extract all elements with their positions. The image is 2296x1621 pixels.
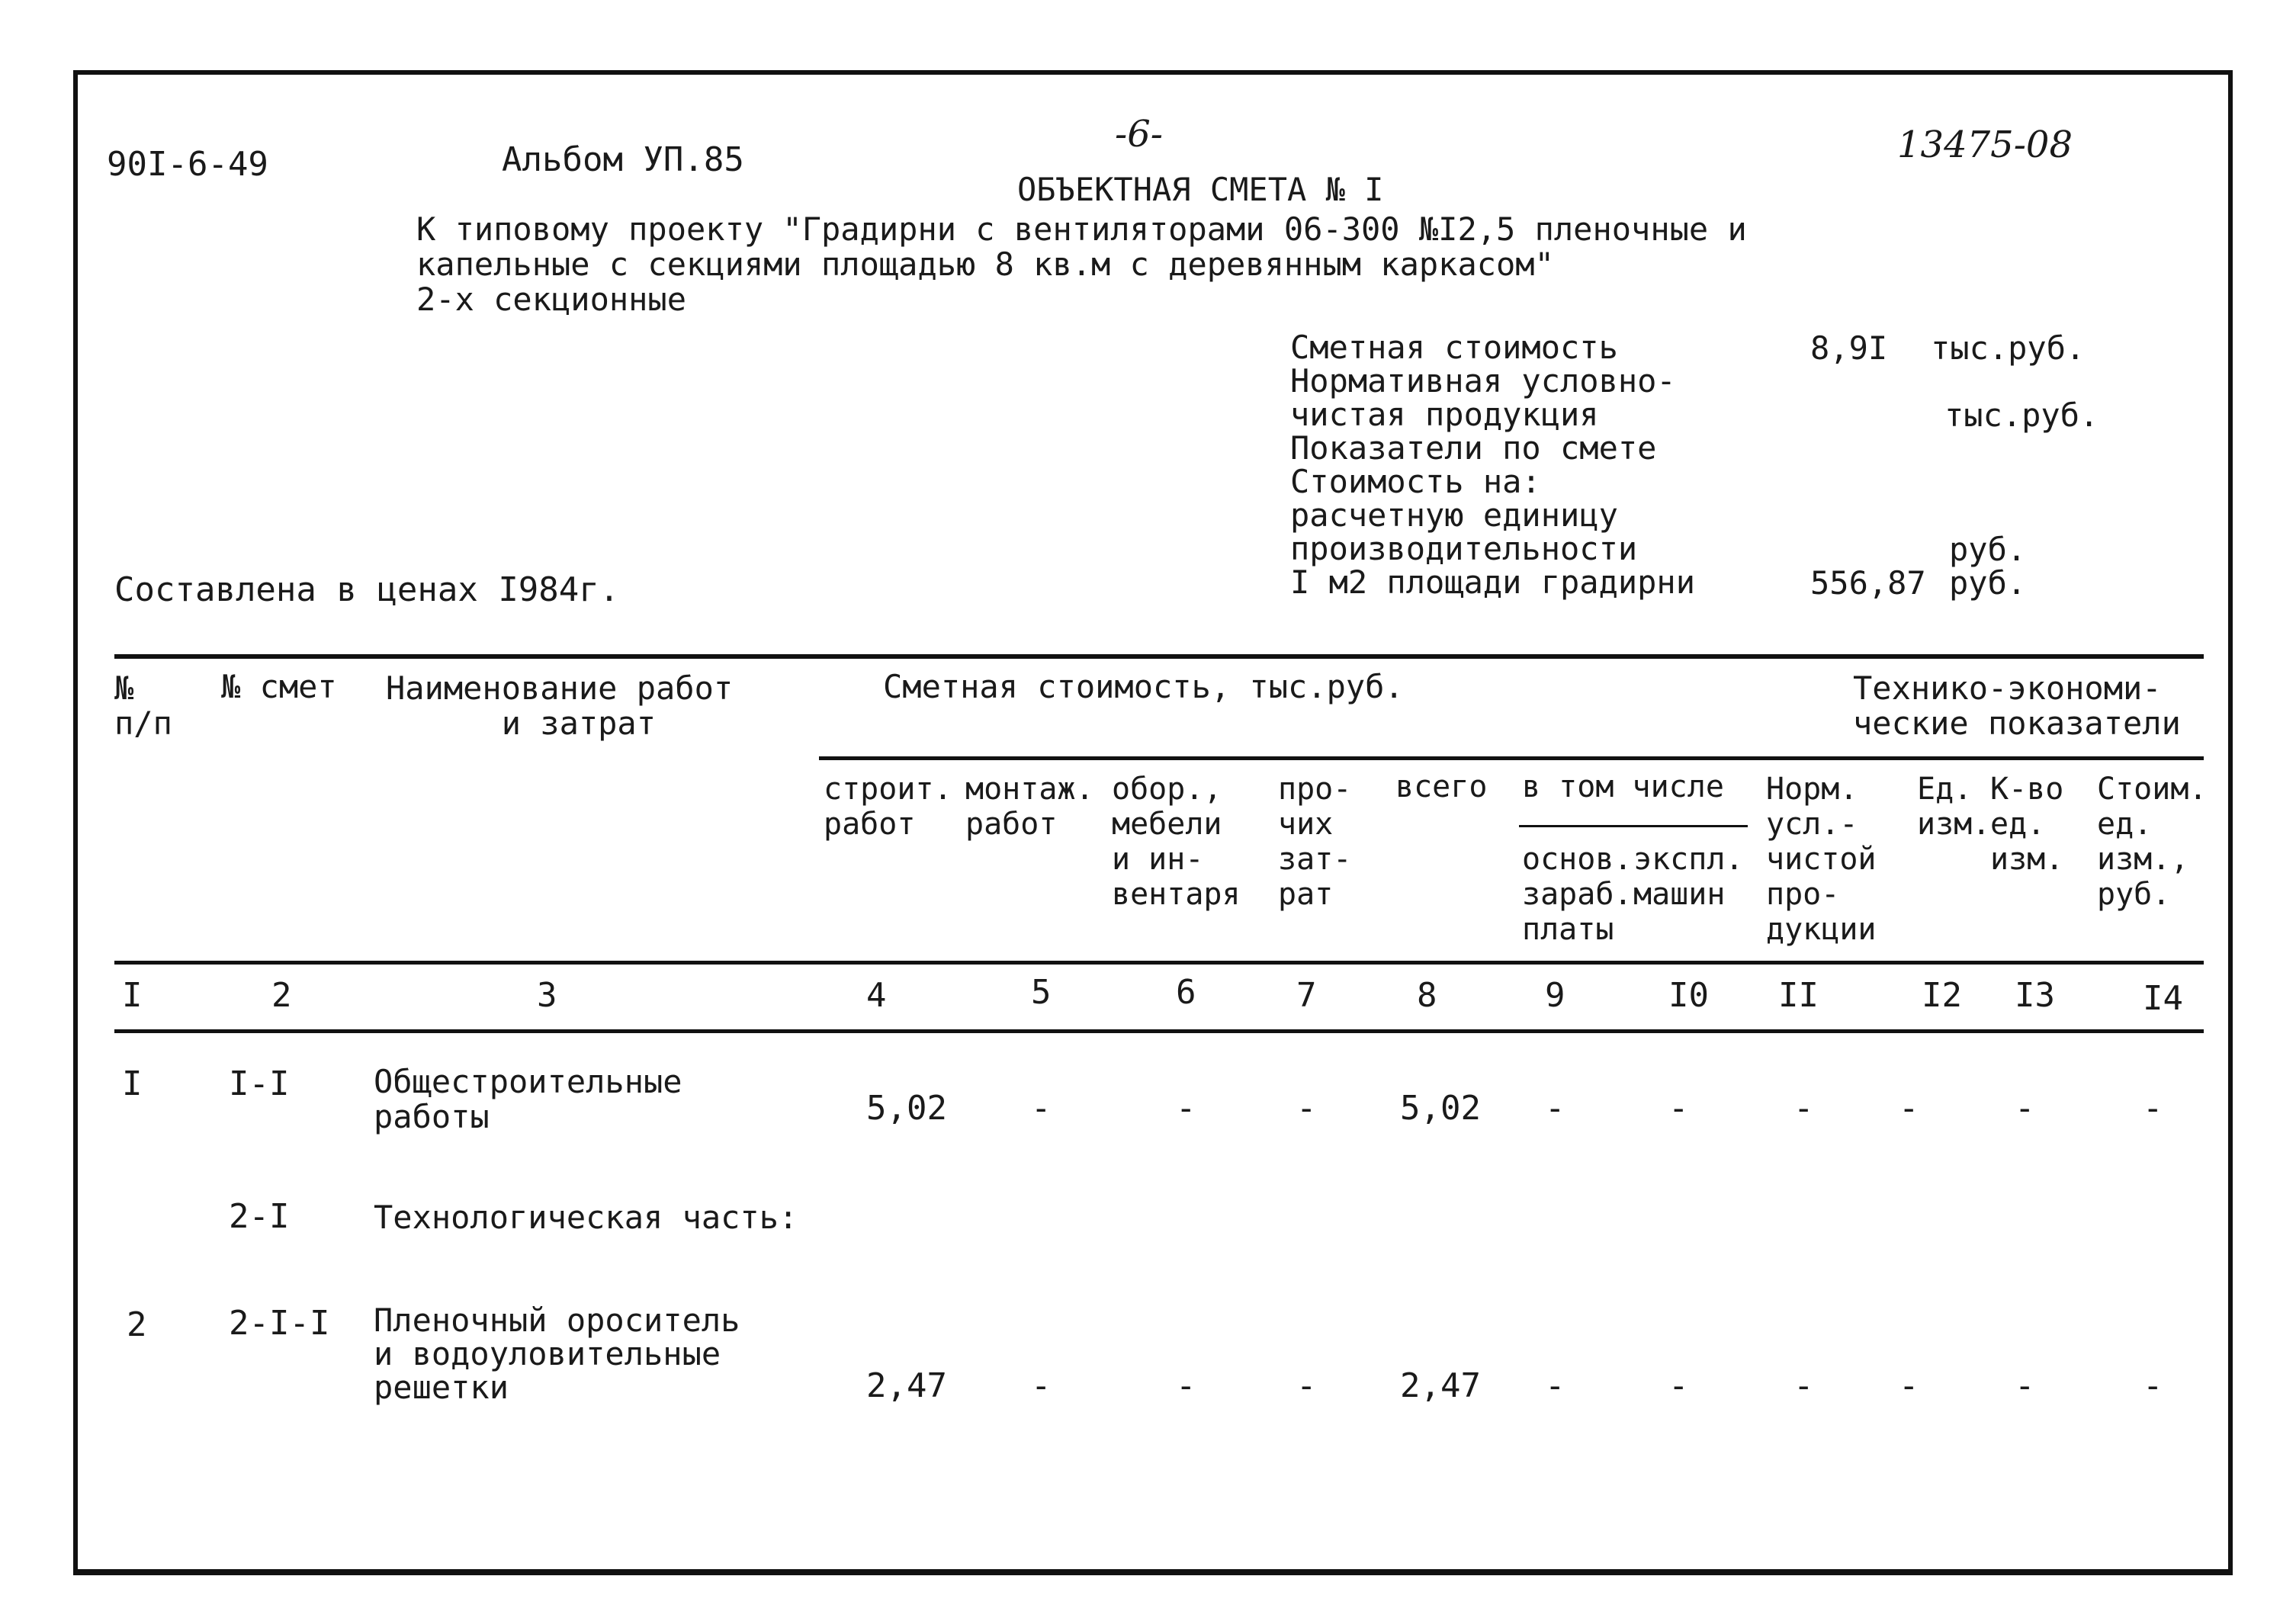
row-cell-11: - [1793, 1366, 1814, 1405]
row-cell-13: - [2015, 1366, 2035, 1405]
col-header-12: Ед. изм. [1917, 772, 1991, 842]
area-cost-value: 556,87 [1810, 564, 1926, 602]
row-cell-4: 5,02 [866, 1089, 947, 1128]
row-name: Общестроительные работы [374, 1063, 682, 1135]
incl-rule [1519, 825, 1748, 827]
col-number: 9 [1545, 976, 1565, 1015]
col-number: I [122, 976, 143, 1015]
row-smeta: 2-I-I [229, 1304, 330, 1343]
estimated-cost-unit: тыс.руб. [1931, 329, 2086, 367]
row-name: Пленочный ороситель и водоуловительные решетки [374, 1302, 740, 1406]
row-num: 2 [127, 1305, 147, 1344]
col-header-name: Наименование работ и затрат [386, 669, 734, 742]
col-header-incl: в том числе [1522, 769, 1724, 804]
row-cell-7: - [1296, 1366, 1317, 1405]
col-header-10: экспл. машин [1633, 842, 1744, 912]
row-cell-8: 2,47 [1400, 1366, 1481, 1405]
group-header-rule [819, 756, 2204, 760]
col-header-7: про- чих зат- рат [1278, 772, 1352, 912]
project-subtitle: К типовому проекту "Градирни с вентиляторами 06-300 №I2,5 пленочные и капельные с секциями площадью 8 кв.м с деревянным каркасом" 2-х секционные [416, 210, 1747, 318]
row-smeta: I-I [229, 1064, 290, 1103]
col-header-8: всего [1395, 769, 1488, 804]
header-bottom-rule [114, 961, 2204, 965]
col-number: I3 [2015, 976, 2055, 1015]
col-number: I2 [1922, 976, 1962, 1015]
col-header-4: строит. работ [824, 772, 952, 842]
row-cell-10: - [1668, 1089, 1689, 1128]
summary-labels: Сметная стоимость Нормативная условно- чистая продукция Показатели по смете Стоимость на: расчетную единицу производительности I м2 площади градирни [1290, 329, 1696, 601]
row-name: Технологическая часть: [374, 1199, 798, 1236]
row-cell-6: - [1176, 1089, 1196, 1128]
document-title: ОБЪЕКТНАЯ СМЕТА № I [1017, 171, 1384, 208]
row-num: I [122, 1064, 143, 1103]
col-number: 8 [1417, 976, 1437, 1015]
net-product-unit: тыс.руб. [1944, 396, 2099, 434]
col-number: 4 [866, 976, 887, 1015]
col-header-14: Стоим. ед. изм., руб. [2097, 772, 2208, 912]
row-cell-5: - [1031, 1089, 1052, 1128]
document-code: 90I-6-49 [107, 145, 268, 184]
cost-group-header: Сметная стоимость, тыс.руб. [883, 668, 1404, 705]
capacity-unit: руб. [1949, 531, 2027, 568]
row-cell-14: - [2143, 1366, 2163, 1405]
col-number: I0 [1668, 976, 1709, 1015]
tech-group-header: Технико-экономи- ческие показатели [1853, 669, 2181, 742]
page-number: -6- [1115, 113, 1163, 156]
col-number: I4 [2143, 979, 2183, 1018]
album-label: Альбом УП.85 [502, 140, 744, 179]
row-cell-12: - [1899, 1366, 1919, 1405]
col-number: 5 [1031, 973, 1052, 1012]
col-header-6: обор., мебели и ин- вентаря [1112, 772, 1241, 912]
sheet-code: 13475-08 [1897, 124, 2073, 166]
prices-note: Составлена в ценах I984г. [114, 570, 620, 609]
row-cell-10: - [1668, 1366, 1689, 1405]
col-header-5: монтаж. работ [965, 772, 1094, 842]
row-cell-14: - [2143, 1089, 2163, 1128]
col-header-11: Норм. усл.- чистой про- дукции [1766, 772, 1877, 947]
col-number: 6 [1176, 973, 1196, 1012]
table-top-rule [114, 654, 2204, 659]
row-cell-13: - [2015, 1089, 2035, 1128]
estimated-cost-value: 8,9I [1810, 329, 1888, 367]
row-cell-8: 5,02 [1400, 1089, 1481, 1128]
col-header-num: № п/п [114, 669, 172, 742]
col-number: 3 [537, 976, 557, 1015]
row-cell-12: - [1899, 1089, 1919, 1128]
row-cell-4: 2,47 [866, 1366, 947, 1405]
row-cell-5: - [1031, 1366, 1052, 1405]
row-cell-11: - [1793, 1089, 1814, 1128]
col-number: 2 [271, 976, 292, 1015]
col-header-13: К-во ед. изм. [1990, 772, 2064, 877]
col-number: II [1778, 976, 1819, 1015]
row-cell-7: - [1296, 1089, 1317, 1128]
col-header-9: основ. зараб. платы [1522, 842, 1633, 947]
row-cell-6: - [1176, 1366, 1196, 1405]
col-number: 7 [1296, 976, 1317, 1015]
row-cell-9: - [1545, 1366, 1565, 1405]
col-header-smeta: № смет [221, 668, 337, 705]
row-smeta: 2-I [229, 1197, 290, 1236]
row-cell-9: - [1545, 1089, 1565, 1128]
col-number-rule [114, 1029, 2204, 1033]
area-cost-unit: руб. [1949, 564, 2027, 602]
